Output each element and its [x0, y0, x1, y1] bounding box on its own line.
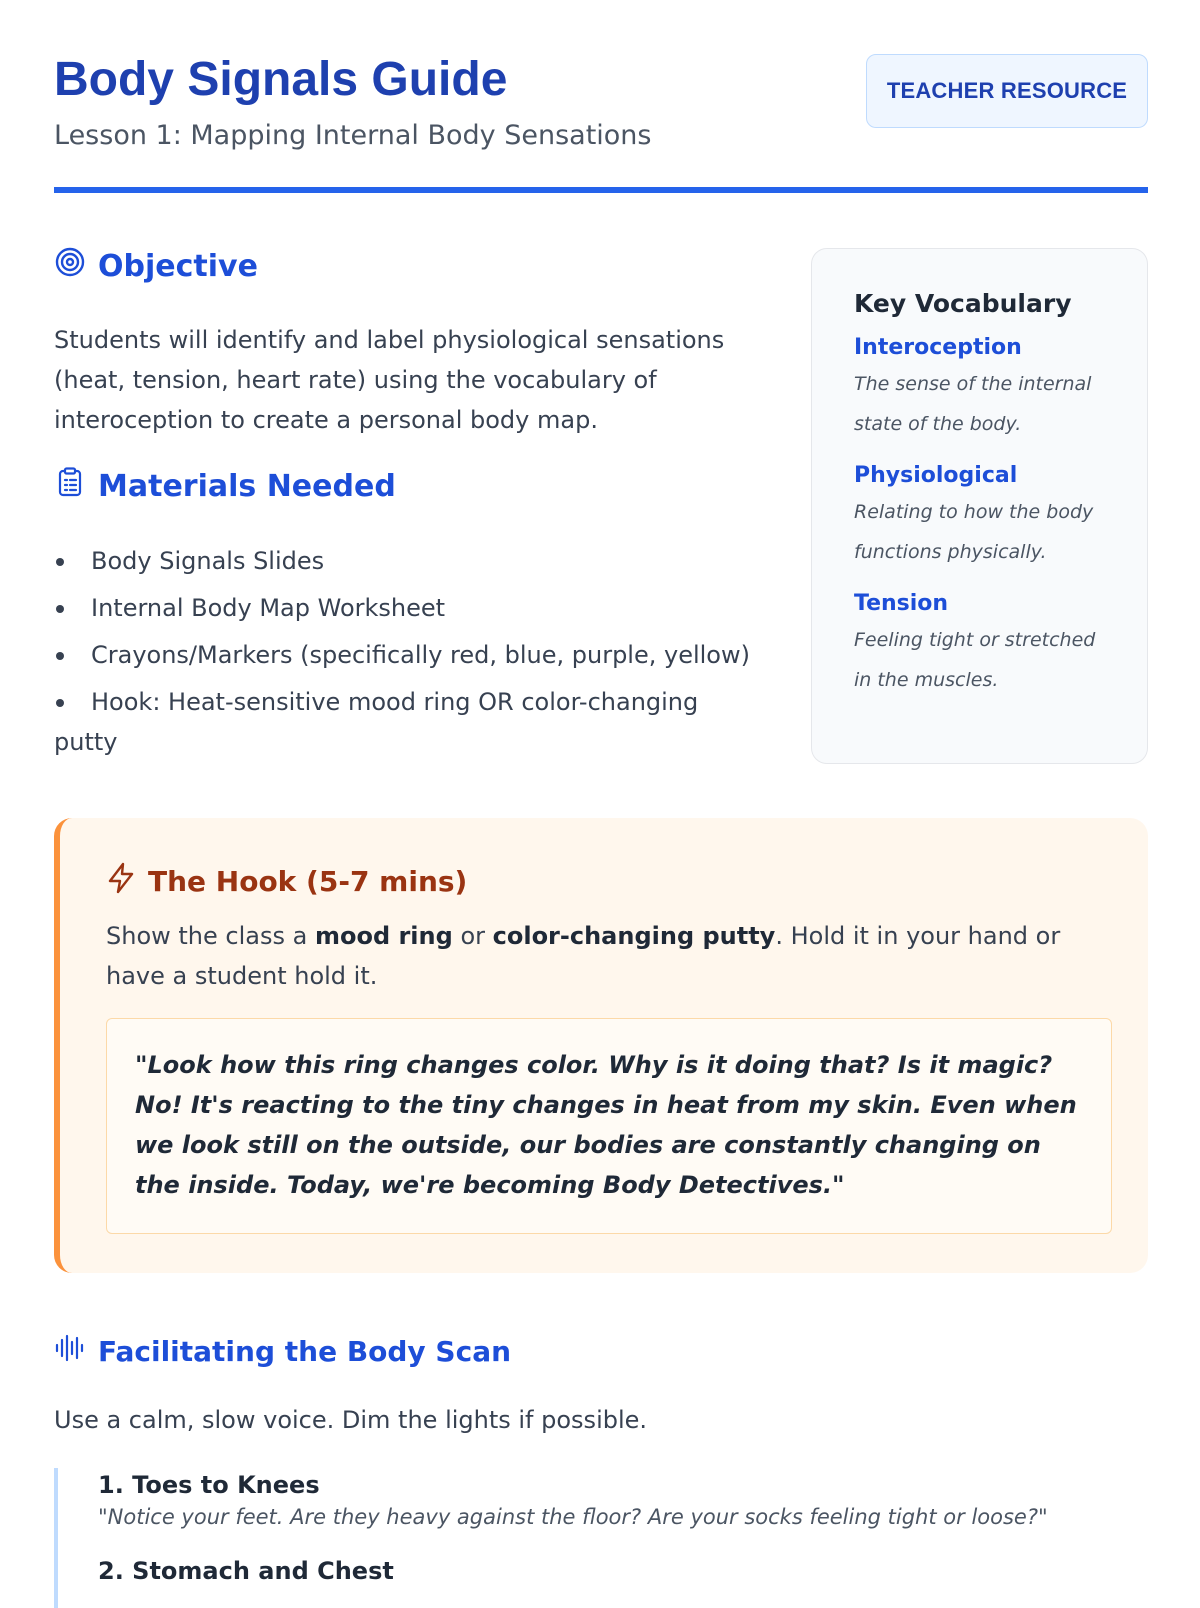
body-scan-steps [54, 1468, 1148, 1608]
scan-step-title: 2. Stomach and Chest [98, 1557, 394, 1585]
materials-heading [54, 466, 396, 506]
vocab-definition: The sense of the internal state of the body. [854, 373, 1092, 435]
scan-step-quote: "Notice your feet. Are they heavy against the floor? Are your socks feeling tight or loose?" [98, 1505, 1048, 1529]
hook-bold-putty: color-changing putty [492, 922, 776, 950]
scan-step-title: 1. Toes to Knees [98, 1471, 320, 1499]
hook-text-part: . Hold it in your hand or have a student hold it. [106, 922, 1061, 990]
body-scan-heading-label: Facilitating the Body Scan [98, 1335, 512, 1368]
body-scan-heading [54, 1334, 511, 1369]
vocab-term: Physiological [854, 463, 1018, 488]
materials-list [54, 541, 754, 769]
teacher-resource-badge: TEACHER RESOURCE [866, 54, 1148, 128]
vocab-term: Interoception [854, 335, 1022, 360]
objective-text: Students will identify and label physiological sensations (heat, tension, heart rate) using the vocabulary of interoception to create a personal body map. [54, 326, 725, 434]
hook-heading [106, 862, 467, 901]
objective-heading-label: Objective [98, 248, 258, 284]
list-item: Body Signals Slides [54, 541, 754, 581]
target-icon [54, 246, 86, 286]
vocab-definition: Relating to how the body functions physically. [854, 501, 1094, 563]
body-scan-intro: Use a calm, slow voice. Dim the lights if possible. [54, 1406, 648, 1434]
hook-text-part: or [452, 922, 493, 950]
hook-script-quote: "Look how this ring changes color. Why is it doing that? Is it magic? No! It's reacting to the tiny changes in heat from my skin. Even when we look still on the outside, our bodies are constantly changing on the inside. Today, we're becoming Body Detectives." [106, 1018, 1112, 1234]
list-item: Crayons/Markers (specifically red, blue, purple, yellow) [54, 635, 754, 675]
hook-heading-label: The Hook (5-7 mins) [148, 865, 468, 898]
list-item: Hook: Heat-sensitive mood ring OR color-changing putty [54, 682, 714, 762]
header-divider [54, 187, 1148, 193]
page-title: Body Signals Guide [54, 53, 508, 106]
page-subtitle: Lesson 1: Mapping Internal Body Sensations [54, 120, 652, 151]
hook-callout [54, 818, 1148, 1273]
clipboard-icon [54, 466, 86, 506]
hook-instructions [106, 916, 1106, 996]
hook-text-part: Show the class a [106, 922, 315, 950]
vocab-definition: Feeling tight or stretched in the muscles. [854, 629, 1096, 691]
list-item: Internal Body Map Worksheet [54, 588, 754, 628]
materials-heading-label: Materials Needed [98, 468, 396, 504]
vocab-term: Tension [854, 591, 949, 616]
vocabulary-title: Key Vocabulary [854, 289, 1072, 318]
hook-bold-mood-ring: mood ring [314, 922, 453, 950]
lightning-icon [106, 862, 136, 901]
vocabulary-card [811, 248, 1148, 764]
objective-heading [54, 246, 258, 286]
audio-wave-icon [54, 1334, 86, 1369]
